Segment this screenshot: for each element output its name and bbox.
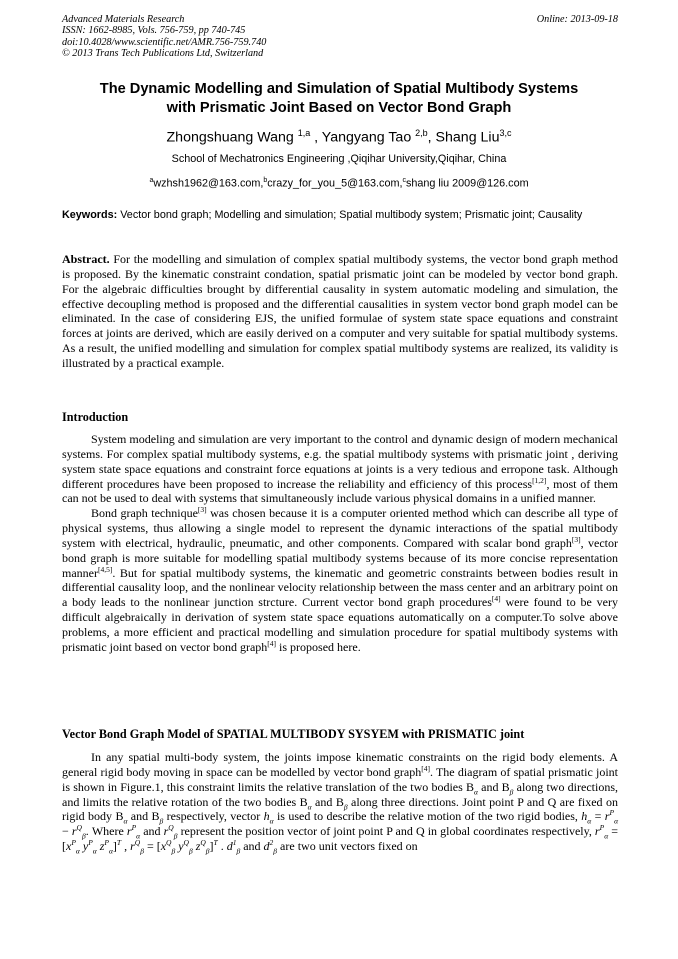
math-operator: =[ [62, 824, 618, 854]
math-symbol: r [130, 839, 135, 854]
copyright-line: © 2013 Trans Tech Publications Ltd, Switzerland [62, 48, 264, 60]
title-line-1: The Dynamic Modelling and Simulation of Spatial Multibody Systems [99, 81, 579, 97]
math-sub: α [307, 801, 312, 811]
math-operator: , [121, 839, 131, 854]
math-sub: β [171, 846, 176, 856]
math-operator: − [62, 824, 72, 839]
math-sub: α [92, 846, 97, 856]
author-1: Zhongshuang Wang [166, 129, 298, 146]
math-sub: α [587, 816, 592, 826]
citation-ref: [1,2] [532, 475, 547, 485]
vbg-text: along three directions. Joint point P and Q are fixed on rigid body B [62, 794, 618, 824]
math-symbol: d [263, 839, 270, 854]
math-sup: P [599, 823, 605, 833]
intro-p2-text-d: . But for spatial multibody systems, the kinematic and geometric constraints between bodies result in differential causality loop, and the nonlinear velocity relationship between the mass center and an arbitrary point on a body leads to the nonlinear junction strcture. Current vector bond graph procedures [62, 565, 618, 610]
abstract-text: For the modelling and simulation of complex spatial multibody systems, the vector bond graph method is proposed. By the kinematic constraint condation, spatial prismatic joint can be modeled by vector bond graph. For the algebraic difficulties brought by differential causality in system automatic modeling and simulation, the effective decoupling method is proposed and the differential causalities in system vector bond graph model can be eliminated. In the case of considering EJS, the unified formulae of system state space equations and constraint forces at joints are derived, which are easily derived on a computer and very suitable for spatial multibody systems. As a result, the unified modelling and simulation for complex spatial multibody systems are realized, its validity is illustrated by a practical example. [62, 252, 618, 370]
math-operator: = [ [143, 839, 161, 854]
math-symbol: r [126, 824, 132, 839]
math-symbol: y [178, 839, 184, 854]
doi-line: doi:10.4028/www.scientific.net/AMR.756-759.740 [62, 36, 267, 48]
intro-p2-text-c: , vector bond graph is more suitable for modelling spatial multibody systems because of its more concise representation manner [62, 535, 619, 580]
math-symbol: z [99, 839, 105, 854]
math-sub: β [81, 831, 86, 841]
vbg-text: and B [127, 809, 160, 824]
math-sup: Q [134, 838, 141, 848]
math-sub: α [474, 787, 478, 797]
section-heading-vector-bond-graph: Vector Bond Graph Model of SPATIAL MULTIBODY SYSYEM with PRISMATIC joint [62, 727, 525, 741]
math-symbol: x [160, 839, 167, 854]
vbg-text: respectively, vector [163, 809, 264, 824]
math-sup: T [213, 838, 218, 848]
journal-name: Advanced Materials Research [62, 14, 185, 25]
keywords-label: Keywords: [62, 209, 118, 221]
vbg-text: and [140, 824, 164, 839]
keywords-block [62, 208, 618, 222]
math-sup: Q [168, 823, 174, 833]
title-line-2: with Prismatic Joint Based on Vector Bond Graph [166, 100, 512, 116]
intro-paragraph-2 [62, 506, 618, 654]
email-b: crazy_for_you_5@163.com, [267, 177, 403, 190]
math-operator: ] [209, 839, 214, 854]
author-3: , Shang Liu [427, 129, 500, 146]
math-sub: β [159, 816, 164, 826]
math-sub: β [273, 846, 278, 856]
affiliation: School of Mechatronics Engineering ,Qiqihar University,Qiqihar, China [171, 153, 507, 165]
math-symbol: y [82, 839, 89, 854]
author-1-affil: 1,a [297, 128, 311, 138]
math-symbol: h [263, 809, 270, 824]
vector-bond-graph-body [62, 750, 618, 854]
intro-paragraph-1 [62, 432, 618, 506]
vbg-text: is used to describe the relative motion of the two rigid bodies, [273, 809, 582, 824]
journal-header [62, 14, 618, 60]
introduction-body [62, 432, 618, 655]
abstract-block [62, 252, 618, 371]
vbg-text: and B [311, 794, 344, 809]
math-symbol: d [226, 839, 233, 854]
math-symbol: h [581, 809, 588, 824]
email-c-mark: c [402, 177, 406, 184]
math-sup: P [71, 838, 76, 848]
intro-p2-text-b: was chosen because it is a computer oriented method which can describe all type of physical systems, thus allowing a single model to represent the dynamic interactions of the spatial multibody system with electrical, hydraulic, pneumatic, and other components. Compared with scalar bond graph [62, 506, 618, 550]
math-operator: ] [112, 839, 117, 854]
email-a: wzhsh1962@163.com, [153, 177, 264, 190]
math-sub: α [604, 831, 609, 841]
vbg-text: along two directions, and limits the relative rotation of the two bodies B [62, 779, 618, 809]
math-sub: α [136, 831, 141, 841]
math-symbol: r [71, 824, 77, 839]
math-symbol: r [163, 824, 169, 839]
keywords-text: Vector bond graph; Modelling and simulation; Spatial multibody system; Prismatic joint; Causality [117, 209, 583, 221]
vbg-text: and [240, 839, 264, 854]
math-sub: β [188, 846, 193, 856]
intro-p2-text-a: Bond graph technique [91, 506, 198, 521]
math-sup: Q [200, 838, 206, 848]
math-sub: β [343, 801, 348, 811]
intro-p1-text-b: , most of them can not be used to deal with systems that simultaneously include various physical domains in a unified manner. [62, 476, 618, 506]
math-sup: P [131, 823, 137, 833]
author-3-affil: 3,c [499, 128, 512, 138]
math-sup: Q [166, 838, 172, 848]
vbg-text: . Where [85, 824, 127, 839]
author-list [62, 124, 616, 147]
vbg-text: . [217, 839, 227, 854]
email-a-mark: a [149, 177, 154, 184]
vbg-text: In any spatial multi-body system, the joints impose kinematic constraints on the rigid body elements. A general rigid body moving in space can be modelled by vector bond graph [62, 750, 618, 779]
math-sub: β [205, 846, 210, 856]
email-list [62, 174, 616, 191]
vbg-paragraph-1 [62, 750, 618, 854]
abstract-label: Abstract. [62, 252, 110, 266]
math-sub: β [236, 846, 241, 856]
math-symbol: r [594, 824, 600, 839]
citation-ref: [3] [197, 505, 207, 515]
math-sup: P [104, 838, 109, 848]
math-symbol: r [604, 809, 610, 824]
math-operator: = [591, 809, 605, 824]
citation-ref: [4] [267, 638, 277, 648]
citation-ref: [4,5] [97, 564, 113, 574]
math-sub: α [269, 816, 274, 826]
online-date: Online: 2013-09-18 [536, 14, 618, 25]
intro-p2-text-e: were found to be very difficult algebraically in derivation of system state space equations automatically on a computer.To solve above problems, a more efficient and practical modelling and simulation procedure for spatial multibody systems with prismatic joint based on vector bond graph [62, 595, 618, 654]
citation-ref: [3] [571, 534, 581, 544]
author-2-affil: 2,b [415, 128, 428, 138]
math-sub: β [173, 831, 178, 841]
citation-ref: [4] [421, 763, 430, 773]
intro-p1-text-a: System modeling and simulation are very important to the control and dynamic design of modern mechanical systems. For complex spatial multibody systems, e.g. the spatial multibody systems with prismatic joint , deriving system state space equations and constraint force equations at joints is a very tedious and erropone task. Although different procedures have been proposed to increase the reliability and efficiency of this process [62, 432, 618, 491]
issn-line: ISSN: 1662-8985, Vols. 756-759, pp 740-745 [62, 25, 246, 37]
math-sup: 1 [232, 838, 237, 848]
email-b-mark: b [263, 177, 268, 184]
email-c: shang liu 2009@126.com [405, 177, 529, 190]
section-heading-introduction: Introduction [62, 410, 129, 424]
math-sup: Q [183, 838, 189, 848]
math-sup: Q [76, 823, 82, 833]
math-symbol: x [66, 839, 72, 854]
math-sub: α [108, 846, 113, 856]
intro-p2-text-f: is proposed here. [276, 639, 361, 654]
math-sub: β [140, 846, 144, 856]
vbg-text: . The diagram of spatial prismatic joint is shown in Figure.1, this constraint limits the relative translation of the two bodies B [62, 764, 619, 794]
math-sup: P [88, 838, 93, 848]
math-sub: α [75, 846, 80, 856]
author-2: , Yangyang Tao [310, 129, 416, 146]
math-sub: α [123, 816, 128, 826]
citation-ref: [4] [491, 594, 501, 604]
math-sup: 2 [269, 838, 274, 848]
math-symbol: z [195, 839, 201, 854]
paper-title [62, 80, 616, 118]
vbg-text: are two unit vectors fixed on [277, 839, 418, 854]
vbg-text: and B [477, 779, 510, 794]
math-sub: β [509, 787, 514, 797]
math-sub: α [614, 816, 618, 826]
math-sup: T [116, 838, 122, 848]
vbg-text: represent the position vector of joint point P and Q in global coordinates respectively, [177, 824, 595, 839]
math-sup: P [609, 808, 615, 818]
